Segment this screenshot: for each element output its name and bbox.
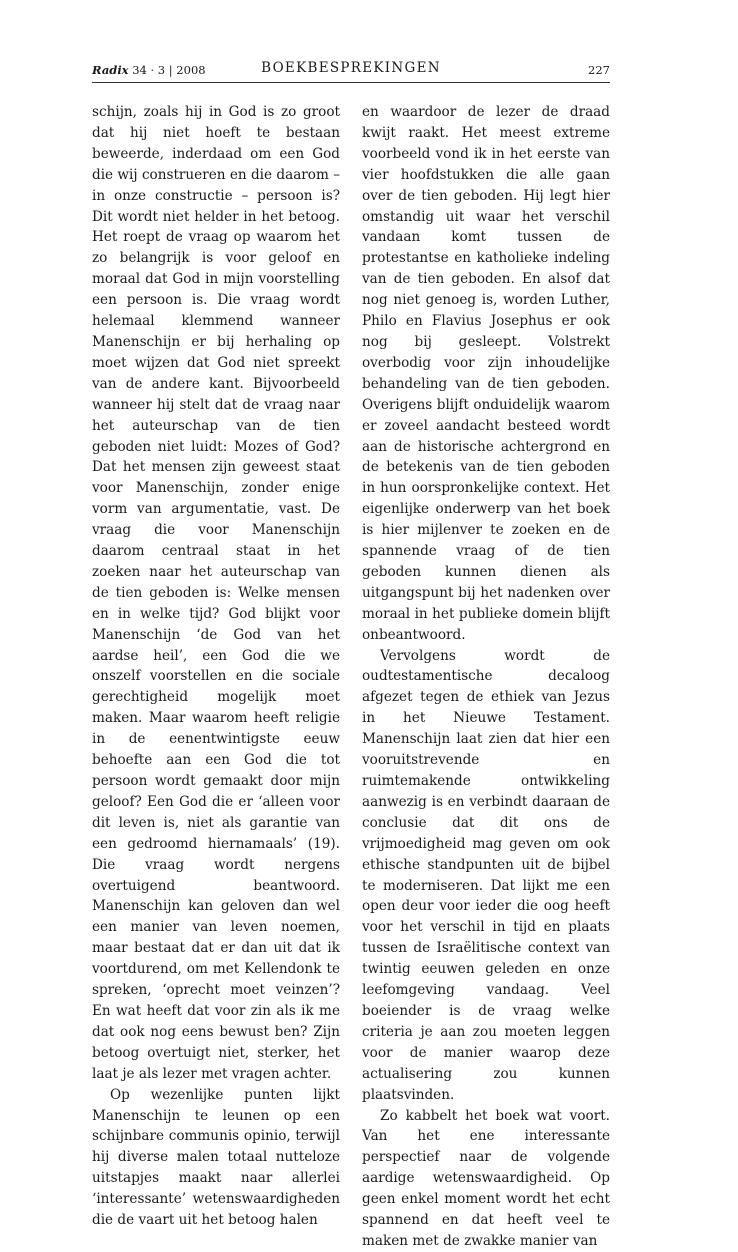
journal-name: Radix xyxy=(92,63,129,77)
text-run: schijn, zoals hij in xyxy=(92,104,229,120)
left-column xyxy=(92,102,340,1231)
text-run: Op wezenlijke punten lijkt Manenschijn te leunen op een schijnbare xyxy=(92,1086,340,1145)
section-title: BOEKBESPREKINGEN xyxy=(261,60,441,76)
header-rule xyxy=(92,82,610,83)
paragraph xyxy=(92,102,340,1085)
paragraph: Zo kabbelt het boek wat voort. Van het ene interessante perspectief naar de volgende aardige wetenswaardigheid. Op geen enkel moment wordt het echt spannend en dat heeft veel te maken met de zwakke manier van xyxy=(362,1107,610,1249)
paragraph: Vervolgens wordt de oudtestamentische decaloog afgezet tegen de ethiek van Jezus in het Nieuwe Testament. Manenschijn laat zien dat hier een vooruitstrevende en ruimtemakende ontwikkeling aanwezig is en verbindt daaraan de conclusie dat dit ons de vrijmoedigheid mag geven om ook ethische standpunten uit de bijbel te moderniseren. Dat lijkt me een open deur voor ieder die oog heeft voor het verschil in tijd en plaats tussen de Israëlitische context van twintig eeuwen geleden en onze leefomgeving vandaag. Veel boeiender is de vraag welke criteria je aan zou moeten leggen voor de manier waarop deze actualisering zou kunnen plaatsvinden. xyxy=(362,647,610,1103)
book-title: God is zo groot dat hij niet hoeft te bestaan xyxy=(92,104,340,141)
latin-term: communis opinio xyxy=(168,1128,287,1145)
paragraph: en waardoor de lezer de draad kwijt raakt. Het meest extreme voorbeeld vond ik in het eerste van vier hoofdstukken die alle gaan over de tien geboden. Hij legt hier omstandig uit waar het verschil vandaan komt tussen de protestantse en katholieke indeling van de tien geboden. En alsof dat nog niet genoeg is, worden Luther, Philo en Flavius Josephus er ook nog bij gesleept. Volstrekt overbodig voor zijn inhoudelijke behandeling van de tien geboden. Overigens blijft onduidelijk waarom er zoveel aandacht besteed wordt aan de historische achtergrond en de betekenis van de tien geboden in hun oorspronkelijke context. Het eigenlijke onderwerp van het boek is hier mijlenver te zoeken en de spannende vraag of de tien geboden kunnen dienen als uitgangspunt bij het nadenken over moraal in het publieke domein blijft onbeantwoord. xyxy=(362,104,610,643)
running-header xyxy=(92,60,610,82)
paragraph xyxy=(92,1085,340,1231)
text-run: , terwijl hij diverse malen totaal nutteloze uitstapjes maakt naar allerlei ‘interessante’ wetenswaardigheden die de vaart uit het betoog halen xyxy=(92,1128,340,1229)
right-column xyxy=(362,102,610,1252)
page-number: 227 xyxy=(588,63,610,77)
issue-info: 34 · 3 | 2008 xyxy=(132,63,206,77)
text-run: beweerde, inderdaad om een God die wij construeren en die daarom – in onze constructie – persoon is? Dit wordt niet helder in het betoog. Het roept de vraag op waarom het zo belangrijk is voor geloof en moraal dat God in mijn voorstelling een persoon is. Die vraag wordt helemaal klemmend wanneer Manenschijn er bij herhaling op moet wijzen dat God niet spreekt van de andere kant. Bijvoorbeeld wanneer hij stelt dat de vraag naar het auteurschap van de tien geboden niet luidt: Mozes of God? Dat het mensen zijn geweest staat voor Manenschijn, zonder enige vorm van argumentatie, vast. De vraag die voor Manenschijn daarom centraal staat in het zoeken naar het auteurschap van de tien geboden is: Welke mensen en in welke tijd? God blijkt voor Manenschijn ‘de God van het aardse heil’, een God die we onszelf voorstellen en die sociale gerechtigheid mogelijk moet maken. Maar waarom heeft religie in de eenentwintigste eeuw behoefte aan een God die tot persoon wordt gemaakt door mijn geloof? Een God die er ‘alleen voor dit leven is, niet als garantie van een gedroomd hiernamaals’ (19). Die vraag wordt nergens overtuigend beantwoord. Manenschijn kan geloven dan wel een manier van leven noemen, maar bestaat dat er dan uit dat ik voortdurend, om met Kellendonk te spreken, ‘oprecht moet veinzen’? En wat heeft dat voor zin als ik me dat ook nog eens bewust ben? Zijn betoog overtuigt niet, sterker, het laat je als lezer met vragen achter. xyxy=(92,145,340,1082)
